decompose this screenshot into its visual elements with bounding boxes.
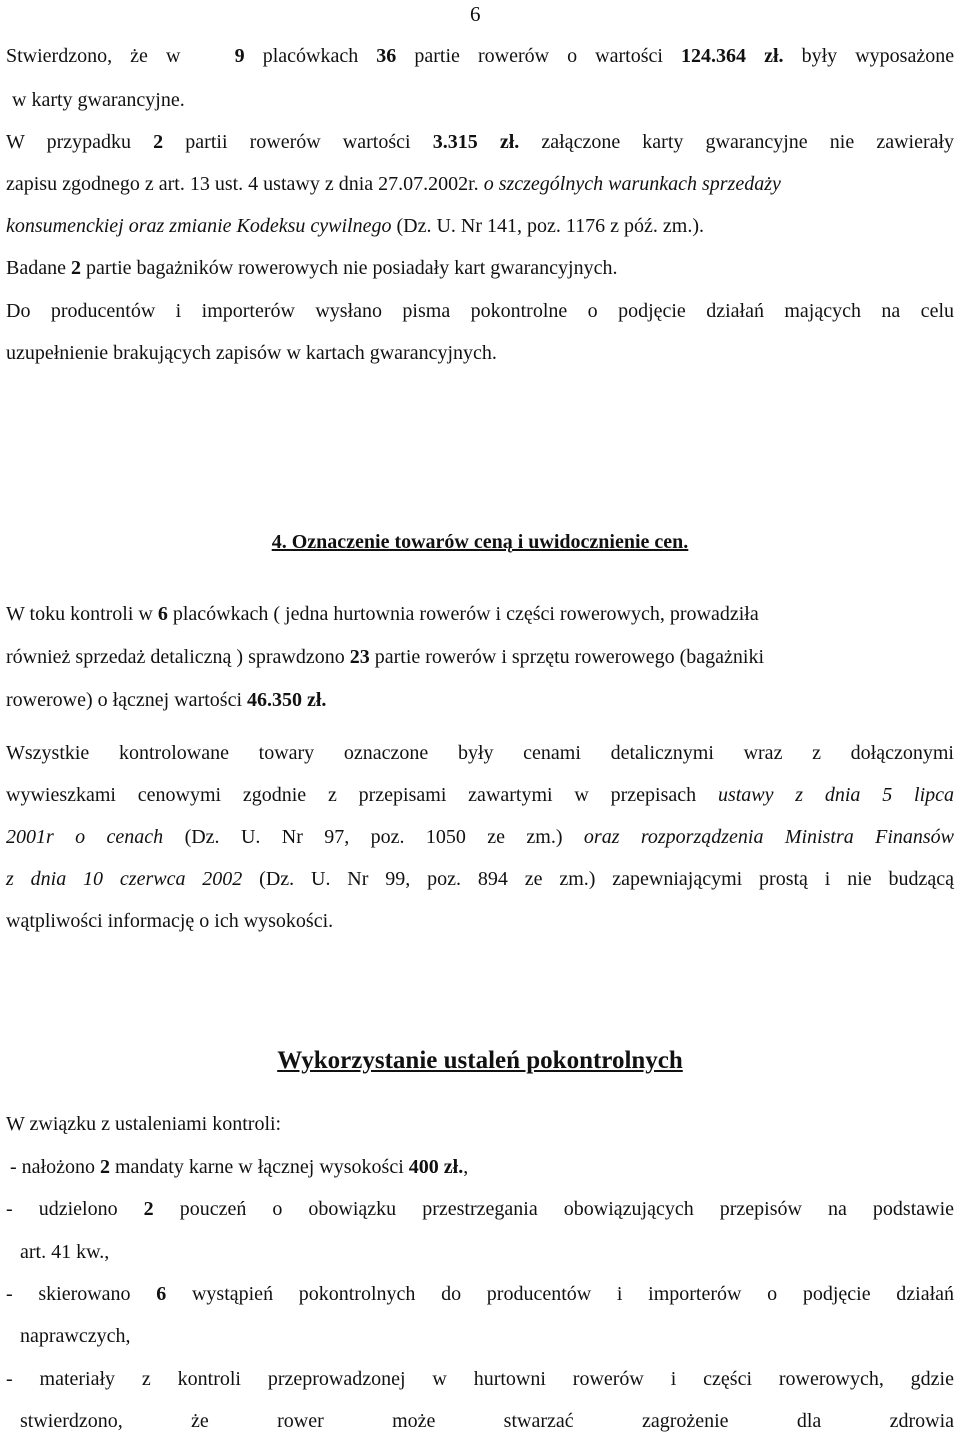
bold-number: 23 xyxy=(349,646,370,668)
paragraph-1-line-1 xyxy=(6,42,954,70)
paragraph-2-line-3 xyxy=(6,212,954,240)
section-4-heading: 4. Oznaczenie towarów ceną i uwidocznienie cen. xyxy=(271,531,689,553)
text: wywieszkami cenowymi zgodnie z przepisami zawartymi w przepisach xyxy=(6,784,697,806)
bold-number: 2 xyxy=(70,257,81,279)
italic-law-title: ustawy z dnia 5 lipca xyxy=(717,784,955,806)
text: - skierowano xyxy=(6,1283,131,1305)
bold-amount: 3.315 zł. xyxy=(432,131,520,153)
bold-number: 2 xyxy=(99,1156,110,1178)
text: Stwierdzono, że w xyxy=(6,45,181,67)
paragraph-2-line-2 xyxy=(6,170,954,198)
bold-amount: 400 zł. xyxy=(408,1156,464,1178)
section-heading: Wykorzystanie ustaleń pokontrolnych xyxy=(277,1047,683,1074)
text: Badane xyxy=(6,257,66,279)
italic-law-title: 2001r o cenach xyxy=(6,826,164,848)
paragraph-5-line-1 xyxy=(6,600,954,628)
text: partii rowerów wartości xyxy=(185,131,411,153)
paragraph-1-line-2: w karty gwarancyjne. xyxy=(12,89,185,111)
paragraph-3-line-1 xyxy=(6,254,954,282)
bold-amount: 124.364 zł. xyxy=(681,45,784,67)
text: wystąpień pokontrolnych do producentów i importerów o podjęcie działań xyxy=(191,1283,955,1305)
paragraph-5-line-3 xyxy=(6,686,954,714)
bold-amount: 46.350 zł. xyxy=(247,689,327,711)
text: placówkach ( jedna hurtownia rowerów i części rowerowych, prowadziła xyxy=(172,603,759,625)
text: , xyxy=(463,1156,469,1178)
paragraph-6-line-1: Wszystkie kontrolowane towary oznaczone były cenami detalicznymi wraz z dołączonymi xyxy=(6,742,954,764)
page-number: 6 xyxy=(470,2,481,26)
paragraph-4-line-1: Do producentów i importerów wysłano pisma pokontrolne o podjęcie działań mających na celu xyxy=(6,300,954,322)
text: partie bagażników rowerowych nie posiadały kart gwarancyjnych. xyxy=(85,257,618,279)
italic-law-title: z dnia 10 czerwca 2002 xyxy=(6,868,243,890)
bold-number: 36 xyxy=(376,45,397,67)
text: (Dz. U. Nr 141, poz. 1176 z póź. zm.). xyxy=(396,215,704,237)
paragraph-6-line-2 xyxy=(6,781,954,809)
paragraph-6-line-4 xyxy=(6,865,954,893)
paragraph-5-line-2 xyxy=(6,643,954,671)
bold-number: 6 xyxy=(156,1283,167,1305)
text: rowerowe) o łącznej wartości xyxy=(6,689,242,711)
italic-law-title: oraz rozporządzenia Ministra Finansów xyxy=(583,826,955,848)
text: mandaty karne w łącznej wysokości xyxy=(114,1156,404,1178)
text: partie rowerów o wartości xyxy=(414,45,663,67)
bullet-1 xyxy=(10,1153,954,1181)
bullet-2-line-2: art. 41 kw., xyxy=(20,1241,110,1263)
text: placówkach xyxy=(262,45,359,67)
bold-number: 9 xyxy=(234,45,245,67)
paragraph-6-line-3 xyxy=(6,823,954,851)
text: zapisu zgodnego z art. 13 ust. 4 ustawy z dnia 27.07.2002r. xyxy=(6,173,479,195)
text: - nałożono xyxy=(10,1156,95,1178)
bullet-4-line-1: - materiały z kontroli przeprowadzonej w hurtowni rowerów i części rowerowych, gdzie xyxy=(6,1368,954,1390)
text: pouczeń o obowiązku przestrzegania obowiązujących przepisów na podstawie xyxy=(179,1198,955,1220)
text: załączone karty gwarancyjne nie zawierały xyxy=(541,131,955,153)
paragraph-2-line-1 xyxy=(6,128,954,156)
text: partie rowerów i sprzętu rowerowego (bagażniki xyxy=(374,646,765,668)
bold-number: 6 xyxy=(157,603,168,625)
bold-number: 2 xyxy=(153,131,164,153)
text: (Dz. U. Nr 99, poz. 894 ze zm.) zapewniającymi prostą i nie budzącą xyxy=(259,868,954,890)
italic-law-title: konsumenckiej oraz zmianie Kodeksu cywilnego xyxy=(6,215,392,237)
text: - udzielono xyxy=(6,1198,118,1220)
bullet-3-line-1 xyxy=(6,1280,954,1308)
text: (Dz. U. Nr 97, poz. 1050 ze zm.) xyxy=(184,826,563,848)
bullet-2-line-1 xyxy=(6,1195,954,1223)
paragraph-4-line-2: uzupełnienie brakujących zapisów w kartach gwarancyjnych. xyxy=(6,342,497,364)
text: W przypadku xyxy=(6,131,132,153)
bullet-4-line-2: stwierdzono, że rower może stwarzać zagrożenie dla zdrowia xyxy=(20,1410,954,1432)
text: W toku kontroli w xyxy=(6,603,153,625)
paragraph-6-line-5: wątpliwości informację o ich wysokości. xyxy=(6,910,334,932)
text: były wyposażone xyxy=(801,45,955,67)
paragraph-7-intro: W związku z ustaleniami kontroli: xyxy=(6,1113,282,1135)
italic-law-title: o szczególnych warunkach sprzedaży xyxy=(483,173,781,195)
text: również sprzedaż detaliczną ) sprawdzono xyxy=(6,646,345,668)
bullet-3-line-2: naprawczych, xyxy=(20,1325,131,1347)
bold-number: 2 xyxy=(143,1198,154,1220)
